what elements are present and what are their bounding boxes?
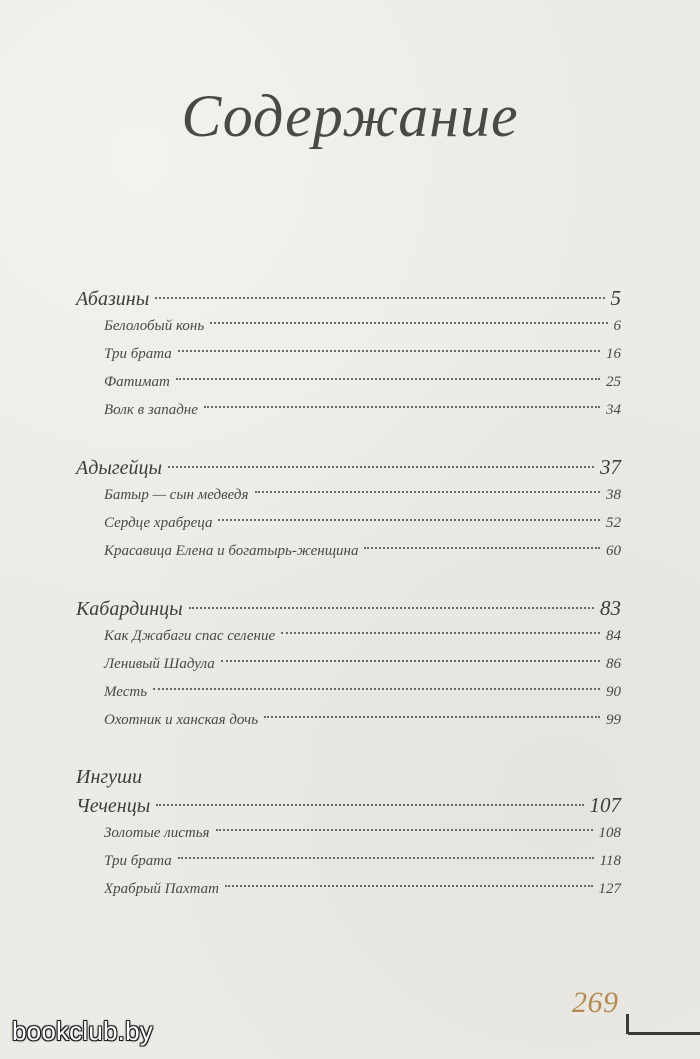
table-of-contents [76, 284, 621, 932]
leader-dots [168, 466, 594, 468]
toc-entry-page: 34 [606, 402, 621, 418]
toc-section-page: 5 [610, 286, 621, 310]
toc-entry-title: Сердце храбреца [104, 515, 213, 531]
toc-section-adyghes [76, 453, 621, 565]
toc-section-ingush-chechens [76, 763, 621, 903]
toc-section-page: 37 [600, 455, 621, 479]
toc-entry [104, 650, 621, 678]
leader-dots [218, 519, 600, 521]
leader-dots [156, 804, 583, 806]
leader-dots [189, 607, 594, 609]
toc-entry-page: 90 [606, 684, 621, 700]
toc-entry-page: 127 [598, 881, 621, 897]
toc-entry-page: 108 [598, 825, 621, 841]
toc-section-page: 83 [600, 596, 621, 620]
leader-dots [176, 378, 600, 380]
leader-dots [221, 660, 600, 662]
toc-entry [104, 340, 621, 368]
toc-entry-page: 52 [606, 515, 621, 531]
leader-dots [210, 322, 607, 324]
toc-section-heading [76, 594, 621, 622]
leader-dots [281, 632, 600, 634]
toc-section-kabardians [76, 594, 621, 734]
toc-section-heading [76, 284, 621, 312]
leader-dots [216, 829, 593, 831]
toc-section-title: Кабардинцы [76, 598, 183, 620]
toc-entry [104, 481, 621, 509]
leader-dots [204, 406, 600, 408]
toc-entry-title: Месть [104, 684, 148, 700]
leader-dots [153, 688, 600, 690]
toc-entry [104, 875, 621, 903]
toc-entry-page: 118 [599, 853, 621, 869]
leader-dots [264, 716, 600, 718]
leader-dots [255, 491, 601, 493]
leader-dots [225, 885, 593, 887]
toc-entry-title: Охотник и ханская дочь [104, 712, 259, 728]
toc-entry [104, 368, 621, 396]
watermark-text: bookclub.by [12, 1016, 153, 1046]
toc-section-heading [76, 791, 621, 819]
toc-entry-title: Как Джабаги спас селение [104, 628, 276, 644]
toc-entry [104, 622, 621, 650]
leader-dots [364, 547, 600, 549]
toc-entry [104, 819, 621, 847]
toc-section-title: Абазины [76, 288, 150, 310]
toc-entry-title: Золотые листья [104, 825, 210, 841]
toc-section-page: 107 [589, 793, 621, 817]
page-corner-hook [626, 1014, 629, 1034]
toc-entry-title: Красавица Елена и богатырь-женщина [104, 543, 359, 559]
toc-entry-page: 38 [606, 487, 621, 503]
toc-entry-page: 99 [606, 712, 621, 728]
toc-entry-page: 60 [606, 543, 621, 559]
toc-entry-page: 16 [606, 346, 621, 362]
toc-section-title: Адыгейцы [76, 457, 163, 479]
toc-entry [104, 847, 621, 875]
toc-entry-title: Белолобый конь [104, 318, 205, 334]
toc-entry [104, 312, 621, 340]
toc-entry-page: 25 [606, 374, 621, 390]
toc-entry-title: Фатимат [104, 374, 170, 390]
toc-entry [104, 509, 621, 537]
toc-entry [104, 706, 621, 734]
leader-dots [178, 350, 600, 352]
toc-entry-page: 84 [606, 628, 621, 644]
leader-dots [155, 297, 604, 299]
toc-entry-title: Храбрый Пахтат [104, 881, 219, 897]
leader-dots [178, 857, 594, 859]
toc-entry [104, 678, 621, 706]
page-title: Содержание [181, 83, 519, 149]
toc-entry [104, 396, 621, 424]
toc-section-title-line: Ингуши [76, 766, 143, 788]
page-corner-line [628, 1032, 700, 1035]
page-number: 269 [572, 986, 619, 1019]
toc-entry-title: Три брата [104, 853, 172, 869]
toc-section-title: Чеченцы [76, 795, 151, 817]
toc-section-abazins [76, 284, 621, 424]
toc-entry-title: Волк в западне [104, 402, 198, 418]
toc-entry-title: Ленивый Шадула [104, 656, 215, 672]
toc-entry-page: 86 [606, 656, 621, 672]
toc-entry [104, 537, 621, 565]
toc-entry-page: 6 [613, 318, 621, 334]
toc-entry-title: Три брата [104, 346, 172, 362]
toc-section-heading [76, 453, 621, 481]
toc-entry-title: Батыр — сын медведя [104, 487, 249, 503]
